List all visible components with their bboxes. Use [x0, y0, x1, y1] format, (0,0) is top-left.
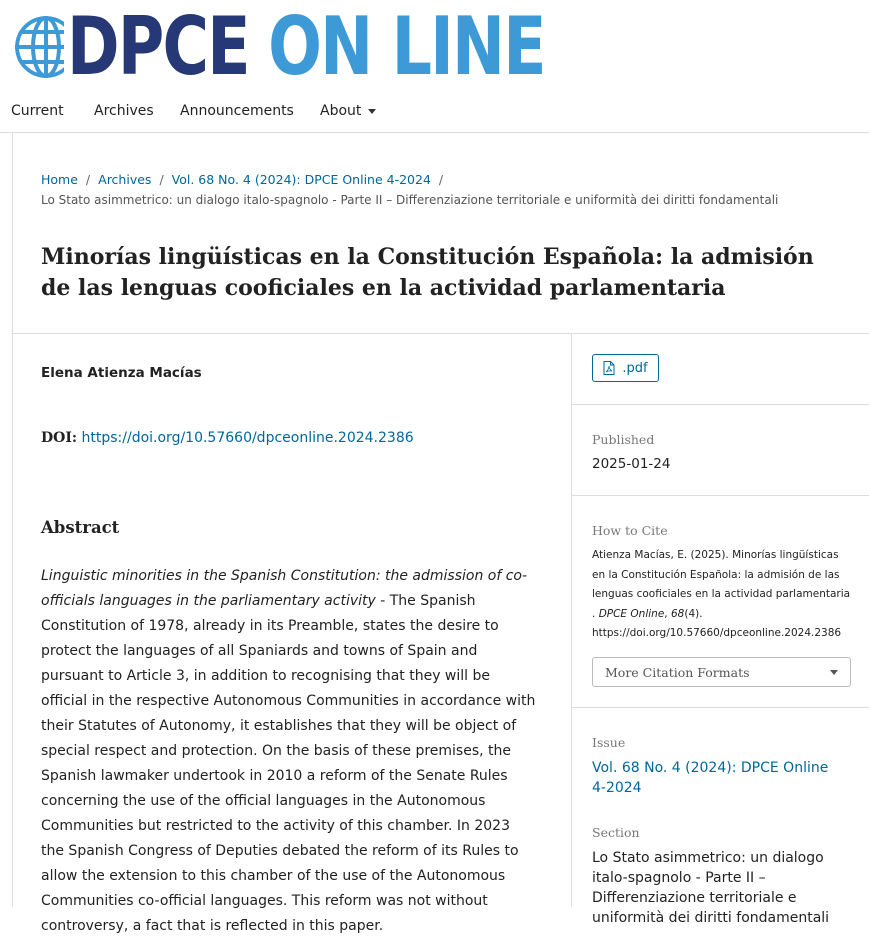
author-name: Elena Atienza Macías [41, 365, 202, 381]
breadcrumb-current: Lo Stato asimmetrico: un dialogo italo-spagnolo - Parte II – Differenziazione territoriale e uniformità dei diritti fondamentali [41, 193, 779, 207]
issue-link[interactable]: Vol. 68 No. 4 (2024): DPCE Online 4-2024 [592, 760, 829, 796]
citation-formats-dropdown[interactable] [592, 657, 851, 687]
breadcrumb [41, 170, 831, 210]
logo-dpce: DPCE [67, 0, 249, 93]
how-to-cite-label: How to Cite [592, 523, 668, 538]
caret-down-icon [368, 109, 376, 114]
logo-wordmark [67, 0, 545, 93]
site-logo[interactable] [14, 0, 610, 93]
nav-about-label: About [320, 103, 362, 119]
citation-main: Atienza Macías, E. (2025). Minorías lingüísticas en la Constitución Española: la admisión de las lenguas cooficiales en la actividad parlamentaria . [592, 549, 851, 620]
doi [41, 430, 414, 446]
main-nav [0, 92, 869, 133]
breadcrumb-separator: / [85, 172, 91, 187]
published-label: Published [592, 432, 655, 447]
page-title: Minorías lingüísticas en la Constitución Española: la admisión de las lenguas cooficiales en la actividad parlamentaria [41, 244, 814, 301]
breadcrumb-separator: / [159, 172, 164, 187]
file-pdf-icon [603, 361, 615, 375]
abstract-heading: Abstract [41, 518, 120, 537]
nav-announcements[interactable]: Announcements [180, 103, 294, 119]
citation-separator: , [664, 607, 671, 620]
logo-online: ON LINE [268, 0, 545, 93]
citation-journal: DPCE Online [598, 607, 665, 620]
pdf-label: .pdf [622, 360, 648, 376]
nav-archives[interactable]: Archives [94, 103, 154, 119]
breadcrumb-issue[interactable]: Vol. 68 No. 4 (2024): DPCE Online 4-2024 [171, 172, 431, 187]
issue-label: Issue [592, 735, 626, 750]
nav-current[interactable]: Current [11, 103, 64, 119]
sidebar-divider [572, 495, 869, 496]
pdf-download-button[interactable] [592, 354, 659, 382]
doi-label: DOI: [41, 430, 78, 446]
section-label: Section [592, 825, 640, 840]
section-value: Lo Stato asimmetrico: un dialogo italo-spagnolo - Parte II – Differenziazione territoriale e uniformità dei diritti fondamentali [592, 850, 830, 926]
divider [12, 333, 869, 334]
citation-formats-label: More Citation Formats [605, 664, 750, 680]
globe-icon [14, 15, 64, 79]
sidebar-divider [572, 404, 869, 405]
abstract-text [41, 564, 536, 939]
breadcrumb-archives[interactable]: Archives [98, 172, 152, 187]
breadcrumb-home[interactable]: Home [41, 172, 78, 187]
doi-link[interactable]: https://doi.org/10.57660/dpceonline.2024.2386 [81, 430, 414, 446]
published-date: 2025-01-24 [592, 456, 671, 472]
column-divider [571, 334, 572, 907]
abstract-title-italic: Linguistic minorities in the Spanish Constitution: the admission of co-officials languages in the parliamentary activity [41, 568, 528, 609]
breadcrumb-separator: / [438, 172, 444, 187]
abstract-body: - The Spanish Constitution of 1978, already in its Preamble, states the desire to protect the languages of all Spaniards and towns of Spain and pursuant to Article 3, in addition to recognising that they will be official in the respective Autonomous Communities in accordance with their Statutes of Autonomy, it establishes that they will be object of special respect and protection. On the basis of these premises, the Spanish lawmaker undertook in 2010 a reform of the Senate Rules concerning the use of the official languages in the Autonomous Communities but restricted to the activity of this chamber. In 2023 the Spanish Congress of Deputies debated the reform of its Rules to allow the extension to this chamber of the use of the Autonomous Communities co-official languages. This reform was not without controversy, a fact that is reflected in this paper. [41, 593, 536, 934]
chevron-down-icon [830, 670, 838, 675]
nav-about[interactable] [320, 103, 376, 119]
citation-volume: 68 [670, 607, 685, 620]
citation-doi: (4). https://doi.org/10.57660/dpceonline.2024.2386 [592, 607, 842, 639]
citation-text [592, 546, 854, 644]
sidebar-divider [572, 707, 869, 708]
